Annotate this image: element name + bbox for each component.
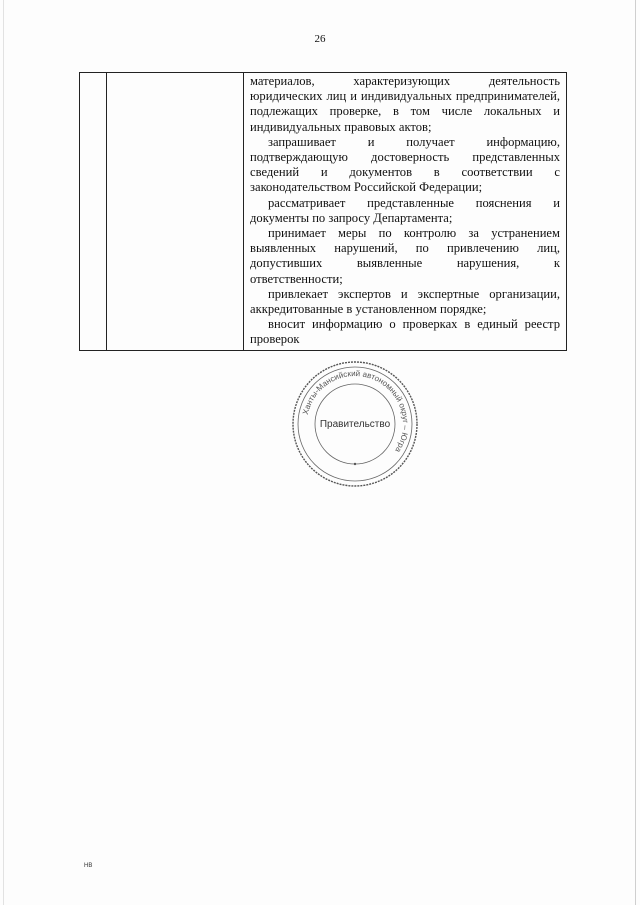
seal-center-text: Правительство xyxy=(319,419,391,430)
seal-dot xyxy=(354,463,356,465)
paragraph-reviews-explanations: рассматривает представленные пояснения и документы по запросу Департамента; xyxy=(250,195,560,225)
paragraph-takes-measures: принимает меры по контролю за устранением выявленных нарушений, по привлечению лиц, допустивших выявленные нарушения, к ответственности; xyxy=(250,226,560,286)
paragraph-engages-experts: привлекает экспертов и экспертные организации, аккредитованные в установленном порядке; xyxy=(250,286,560,317)
footer-mark: НВ xyxy=(84,863,93,869)
scan-edge-left xyxy=(3,0,4,905)
table-row xyxy=(80,73,567,351)
paragraph-requests-info: запрашивает и получает информацию, подтверждающую достоверность представленных сведений и документов в соответствии с законодательством Российской Федерации; xyxy=(250,134,560,195)
paragraph-materials: материалов, характеризующих деятельность юридических лиц и индивидуальных предпринимателей, подлежащих проверке, в том числе локальных и индивидуальных правовых актов; xyxy=(250,74,560,134)
seal-ring-text: Ханты-Мансийский автономный округ – Югра xyxy=(300,368,411,454)
scan-edge-right xyxy=(635,0,636,905)
table-cell-number xyxy=(80,73,107,351)
continuation-table xyxy=(79,72,567,351)
table-cell-functions xyxy=(244,73,567,351)
paragraph-enters-registry: вносит информацию о проверках в единый реестр проверок xyxy=(250,317,560,347)
page-number: 26 xyxy=(314,33,326,45)
table-cell-name xyxy=(107,73,244,351)
government-seal xyxy=(289,358,421,490)
